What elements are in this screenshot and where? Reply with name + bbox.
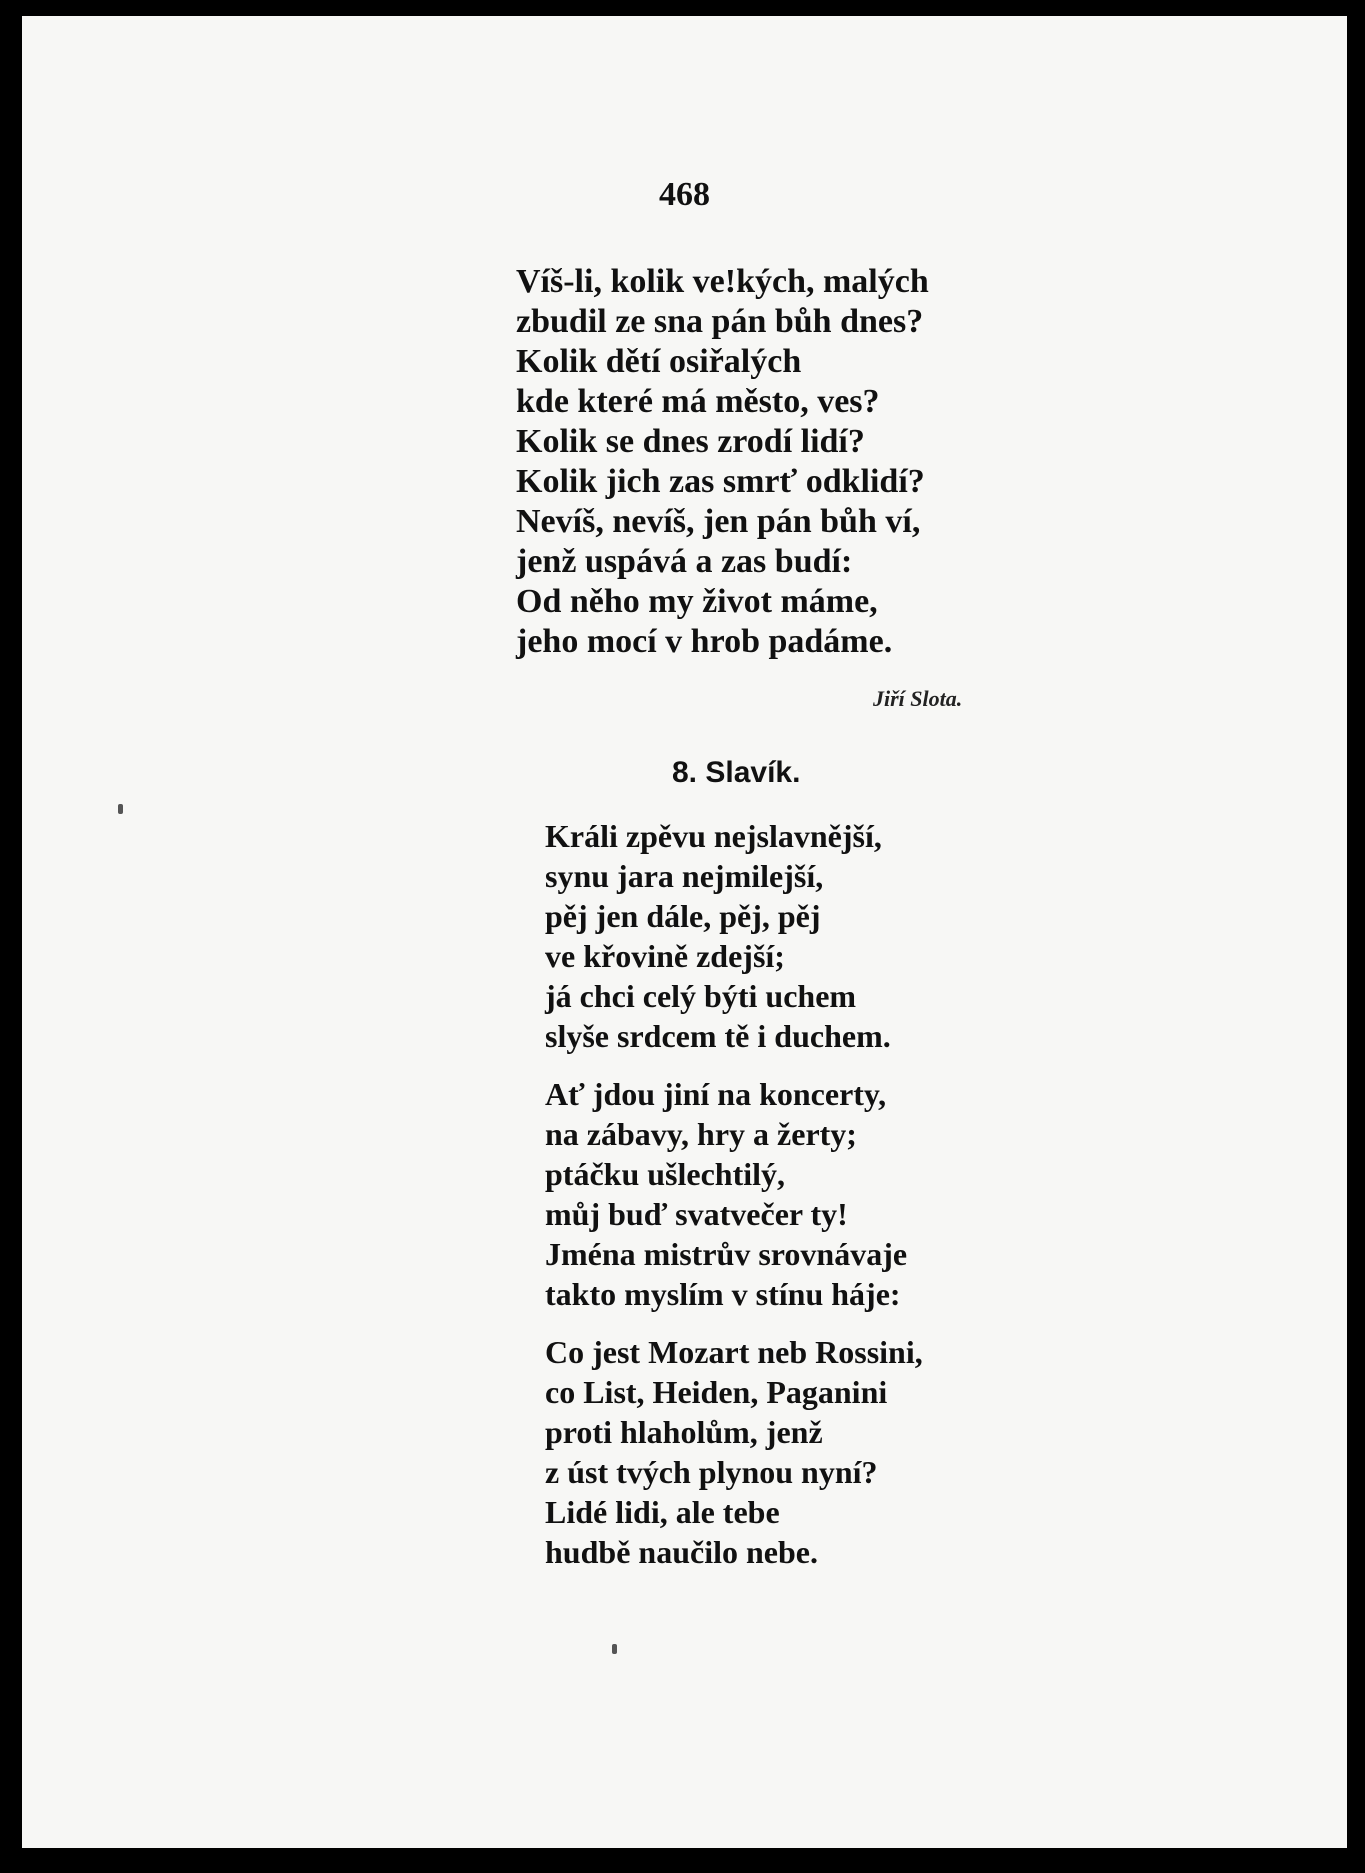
poem-line: Co jest Mozart neb Rossini, [545, 1334, 923, 1370]
poem-line: pěj jen dále, pěj, pěj [545, 898, 821, 934]
section-title: 8. Slavík. [672, 756, 801, 789]
stanza [545, 816, 923, 1056]
poem-line: Kolik jich zas smrť odklidí? [516, 463, 925, 500]
poem-line: Víš-li, kolik ve!kých, malých [516, 263, 929, 300]
poem-line: zbudil ze sna pán bůh dnes? [516, 303, 924, 340]
poem-line: hudbě naučilo nebe. [545, 1534, 818, 1570]
poem-line: Kolik se dnes zrodí lidí? [516, 423, 865, 460]
poem-line: Ať jdou jiní na koncerty, [545, 1076, 887, 1112]
poem-line: Králi zpěvu nejslavnější, [545, 818, 882, 854]
margin-speck [118, 804, 123, 814]
poem-line: ve křovině zdejší; [545, 938, 785, 974]
poem-line: Kolik dětí osiřalých [516, 343, 802, 380]
poem-line: co List, Heiden, Paganini [545, 1374, 888, 1410]
poem-line: slyše srdcem tě i duchem. [545, 1018, 891, 1054]
poem-line: ptáčku ušlechtilý, [545, 1156, 786, 1192]
poem-attribution: Jiří Slota. [873, 686, 963, 711]
poem-line: kde které má město, ves? [516, 383, 880, 420]
poem-line: můj buď svatvečer ty! [545, 1196, 848, 1232]
poem-slavik [545, 816, 923, 1590]
poem-line: na zábavy, hry a žerty; [545, 1116, 857, 1152]
poem-line: jenž uspává a zas budí: [516, 543, 853, 580]
poem-line: z úst tvých plynou nyní? [545, 1454, 878, 1490]
stanza [545, 1074, 923, 1314]
poem-line: proti hlaholům, jenž [545, 1414, 823, 1450]
margin-speck [612, 1644, 617, 1654]
poem-line: Lidé lidi, ale tebe [545, 1494, 780, 1530]
poem-line: Jména mistrův srovnávaje [545, 1236, 908, 1272]
stanza [545, 1332, 923, 1572]
poem-line: jeho mocí v hrob padáme. [516, 623, 893, 660]
page-number: 468 [659, 176, 710, 213]
poem-line: synu jara nejmilejší, [545, 858, 824, 894]
poem-line: Nevíš, nevíš, jen pán bůh ví, [516, 503, 921, 540]
poem-first [516, 262, 929, 662]
poem-line: takto myslím v stínu háje: [545, 1276, 901, 1312]
book-page [22, 16, 1347, 1848]
poem-line: já chci celý býti uchem [545, 978, 857, 1014]
poem-line: Od něho my život máme, [516, 583, 878, 620]
